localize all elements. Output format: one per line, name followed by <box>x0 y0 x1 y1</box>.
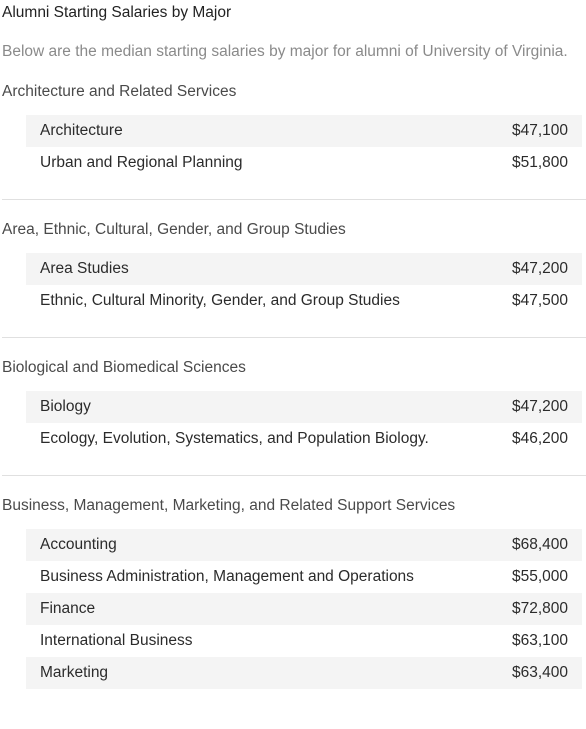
section-area-studies <box>2 220 586 338</box>
salary-row <box>26 285 582 317</box>
major-name: Ethnic, Cultural Minority, Gender, and Group Studies <box>40 292 400 309</box>
median-salary: $63,100 <box>511 632 568 649</box>
salary-row <box>26 625 582 657</box>
median-salary: $47,100 <box>511 122 568 139</box>
section-title: Area, Ethnic, Cultural, Gender, and Group Studies <box>2 221 346 238</box>
salary-table <box>26 253 582 317</box>
salary-row <box>26 391 582 423</box>
salary-table <box>26 529 582 689</box>
median-salary: $46,200 <box>511 430 568 447</box>
major-name: Ecology, Evolution, Systematics, and Population Biology. <box>40 430 429 447</box>
major-name: Urban and Regional Planning <box>40 154 243 171</box>
salary-row <box>26 253 582 285</box>
median-salary: $68,400 <box>511 536 568 553</box>
page-title: Alumni Starting Salaries by Major <box>2 4 232 21</box>
section-biology <box>2 358 586 476</box>
section-divider <box>2 199 586 200</box>
section-business <box>2 496 586 689</box>
salary-row <box>26 561 582 593</box>
section-title: Biological and Biomedical Sciences <box>2 359 246 376</box>
section-divider <box>2 337 586 338</box>
median-salary: $51,800 <box>511 154 568 171</box>
section-architecture <box>2 82 586 200</box>
section-divider <box>2 475 586 476</box>
major-name: International Business <box>40 632 193 649</box>
major-name: Business Administration, Management and Operations <box>40 568 414 585</box>
median-salary: $47,500 <box>511 292 568 309</box>
section-title: Business, Management, Marketing, and Related Support Services <box>2 497 456 514</box>
page-subtitle: Below are the median starting salaries by major for alumni of University of Virginia. <box>2 43 568 60</box>
salary-row <box>26 657 582 689</box>
salary-row <box>26 115 582 147</box>
section-title: Architecture and Related Services <box>2 83 237 100</box>
major-name: Marketing <box>40 664 109 681</box>
major-name: Biology <box>40 398 91 415</box>
major-name: Accounting <box>40 536 117 553</box>
salary-row <box>26 423 582 455</box>
salary-row <box>26 529 582 561</box>
median-salary: $47,200 <box>511 260 568 277</box>
salary-table <box>26 391 582 455</box>
median-salary: $55,000 <box>511 568 568 585</box>
salary-row <box>26 593 582 625</box>
median-salary: $72,800 <box>511 600 568 617</box>
major-name: Finance <box>40 600 96 617</box>
salary-table <box>26 115 582 179</box>
major-name: Architecture <box>40 122 123 139</box>
median-salary: $47,200 <box>511 398 568 415</box>
salary-row <box>26 147 582 179</box>
median-salary: $63,400 <box>511 664 568 681</box>
major-name: Area Studies <box>40 260 129 277</box>
